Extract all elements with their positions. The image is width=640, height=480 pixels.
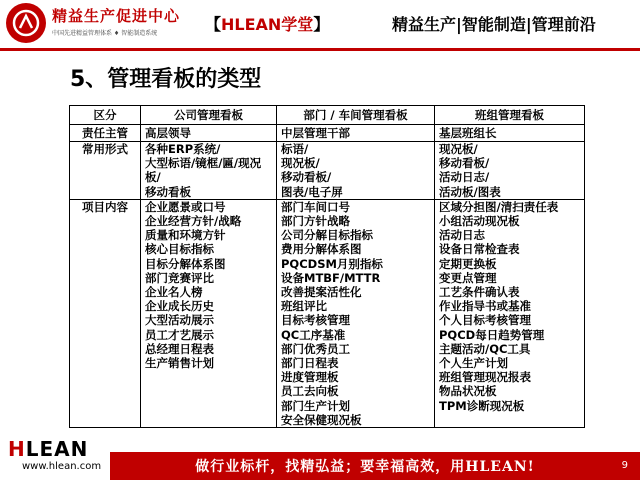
logo-subtitle: 中国先进精益管理体系 ♦ 智能制造系统 — [52, 30, 158, 37]
cell-item: 企业经营方针/战略 — [145, 214, 242, 229]
logo-name: 精益生产促进中心 — [52, 7, 181, 25]
row-label: 责任主管 — [70, 125, 141, 142]
cell-item: TPM诊断现况板 — [439, 398, 525, 413]
header-slogan: 精益生产|智能制造|管理前沿 — [392, 15, 596, 34]
cell-item: 设备日常检查表 — [439, 242, 520, 257]
cell-item: 目标考核管理 — [281, 313, 350, 328]
brand-name: LEAN学堂 — [234, 15, 314, 34]
kanban-types-table — [69, 105, 585, 428]
cell-item: 员工才艺展示 — [145, 327, 214, 342]
cell-item: 部门日程表 — [281, 356, 339, 371]
cell-item: 大型标语/镜框/匾/现况板/ — [145, 156, 262, 185]
table-row — [70, 142, 585, 200]
footer-logo — [8, 437, 88, 461]
cell-item: 设备MTBF/MTTR — [281, 270, 381, 285]
cell-item: 区域分担图/清扫责任表 — [439, 199, 559, 214]
footer-banner — [110, 452, 640, 480]
cell-item: 部门车间口号 — [281, 199, 350, 214]
cell-item: 大型活动展示 — [145, 313, 214, 328]
cell-item: 企业名人榜 — [145, 285, 203, 300]
cell-item: 移动看板/ — [439, 156, 490, 171]
cell-company — [141, 199, 277, 427]
cell-item: 班组评比 — [281, 299, 327, 314]
cell-item: 工艺条件确认表 — [439, 285, 520, 300]
cell-item: 标语/ — [281, 142, 309, 156]
cell-item: 企业愿景或口号 — [145, 199, 226, 214]
cell-item: 质量和环境方针 — [145, 228, 226, 243]
brand-close-bracket: 】 — [313, 15, 330, 34]
row-label: 常用形式 — [70, 142, 141, 200]
footer-logo-text: LEAN — [25, 437, 89, 461]
cell-item: QC工序基准 — [281, 327, 346, 342]
cell-item: 活动日志/ — [439, 170, 490, 185]
footer-url: www.hlean.com — [22, 461, 102, 472]
cell-company — [141, 142, 277, 200]
header-company: 公司管理看板 — [141, 106, 277, 125]
cell-item: 现况板/ — [281, 156, 320, 171]
cell-item: 目标分解体系图 — [145, 256, 226, 271]
table-row — [70, 199, 585, 427]
cell-item: 定期更换板 — [439, 256, 497, 271]
cell-item: 总经理日程表 — [145, 341, 214, 356]
brand-title — [205, 12, 329, 35]
logo-icon — [6, 3, 46, 43]
cell-item: 活动日志 — [439, 228, 485, 243]
cell-item: 部门生产计划 — [281, 398, 350, 413]
cell-item: 基层班组长 — [439, 126, 497, 140]
cell-item: 主题活动/QC工具 — [439, 341, 531, 356]
cell-item: 企业成长历史 — [145, 299, 214, 314]
cell-item: 变更点管理 — [439, 270, 497, 285]
cell-department — [277, 199, 435, 427]
cell-item: PQCD每日趋势管理 — [439, 327, 545, 342]
brand-h: H — [221, 15, 235, 34]
cell-item: 物品状况板 — [439, 384, 497, 399]
cell-item: 部门优秀员工 — [281, 341, 350, 356]
header-team: 班组管理看板 — [435, 106, 585, 125]
cell-item: 个人目标考核管理 — [439, 313, 531, 328]
cell-item: 核心目标指标 — [145, 242, 214, 257]
cell-item: 改善提案活性化 — [281, 285, 362, 300]
brand-open-bracket: 【 — [205, 15, 222, 34]
cell-item: 高层领导 — [145, 126, 191, 140]
slide-header — [0, 0, 640, 48]
table-header-row — [70, 106, 585, 125]
cell-department — [277, 125, 435, 142]
cell-item: 移动看板 — [145, 184, 191, 199]
cell-department — [277, 142, 435, 200]
cell-item: 图表/电子屏 — [281, 184, 343, 199]
header-category: 区分 — [70, 106, 141, 125]
footer-logo-h: H — [8, 437, 26, 461]
cell-item: 小组活动现况板 — [439, 214, 520, 229]
cell-item: 进度管理板 — [281, 370, 339, 385]
cell-item: PQCDSM月别指标 — [281, 256, 383, 271]
cell-item: 员工去向板 — [281, 384, 339, 399]
cell-team — [435, 125, 585, 142]
cell-item: 中层管理干部 — [281, 126, 350, 140]
cell-item: 现况板/ — [439, 142, 478, 156]
page-title: 5、管理看板的类型 — [70, 67, 262, 92]
row-label: 项目内容 — [70, 199, 141, 427]
cell-item: 各种ERP系统/ — [145, 142, 221, 156]
cell-item: 公司分解目标指标 — [281, 228, 373, 243]
cell-item: 部门方针战略 — [281, 214, 350, 229]
cell-item: 移动看板/ — [281, 170, 332, 185]
cell-item: 班组管理现况报表 — [439, 370, 531, 385]
header-department: 部门 / 车间管理看板 — [277, 106, 435, 125]
logo-mark — [11, 8, 41, 38]
cell-item: 费用分解体系图 — [281, 242, 362, 257]
cell-team — [435, 199, 585, 427]
cell-item: 安全保健现况板 — [281, 412, 362, 427]
cell-item: 活动板/图表 — [439, 184, 501, 199]
cell-item: 个人生产计划 — [439, 356, 508, 371]
cell-item: 部门竞赛评比 — [145, 270, 214, 285]
cell-company — [141, 125, 277, 142]
table-row — [70, 125, 585, 142]
cell-item: 生产销售计划 — [145, 356, 214, 371]
header-divider — [0, 48, 640, 51]
cell-team — [435, 142, 585, 200]
page-number: 9 — [621, 460, 628, 471]
cell-item: 作业指导书或基准 — [439, 299, 531, 314]
footer-banner-text: 做行业标杆，找精弘益；要幸福高效，用HLEAN! — [195, 459, 535, 475]
